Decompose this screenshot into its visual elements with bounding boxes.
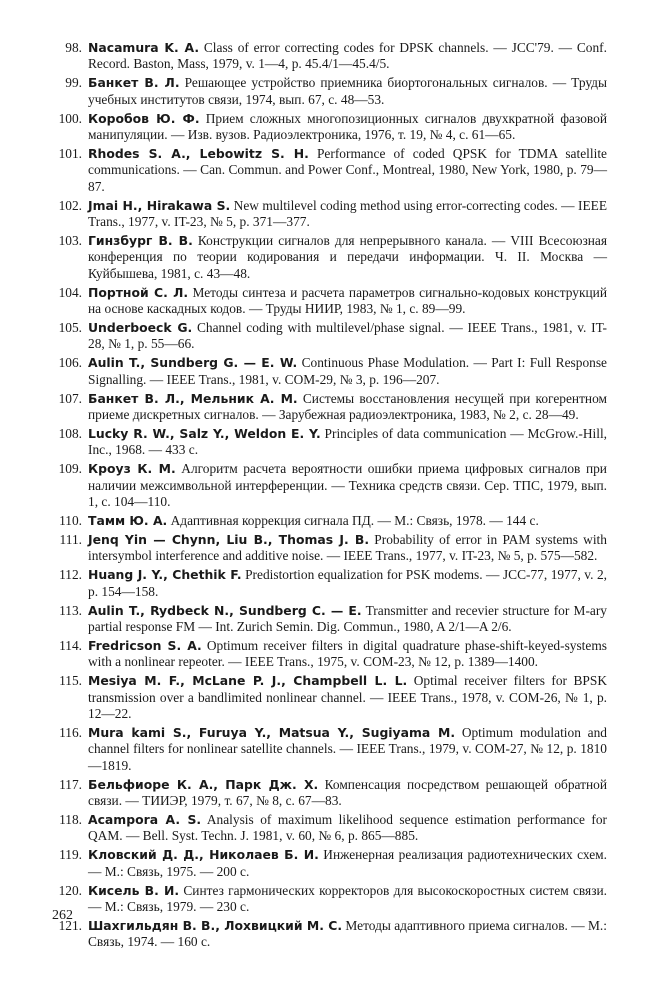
reference-entry [0,75,645,108]
reference-text: Analysis of maximum likelihood sequence estimation performance for QAM. — Bell. Syst. Techn. J. 1981, v. 60, № 6, p. 865—885. [88,811,607,844]
reference-entry [0,461,645,510]
reference-authors: Fredricson S. A. [88,637,202,653]
reference-authors: Mesiya M. F., McLane P. J., Champbell L. L. [88,673,408,689]
reference-authors: Банкет В. Л., Мельник А. М. [88,390,298,406]
reference-number: 112. [59,567,82,583]
reference-text: Optimal receiver filters for BPSK transmission over a bandlimited nonlinear channel. — IEEE Trans., 1978, v. COM-26, № 1, p. 12—22. [88,673,607,721]
reference-entry [0,567,645,600]
reference-text: Probability of error in PAM systems with intersymbol interference and additive noise. — IEEE Trans., 1977, v. IT-23, № 5, p. 575—582. [88,531,607,564]
reference-entry [0,603,645,636]
reference-entry [0,285,645,318]
reference-number: 99. [65,75,82,91]
reference-entry [0,532,645,565]
reference-text: New multilevel coding method using error-correcting codes. — IEEE Trans., 1977, v. IT-23, № 5, p. 371—377. [88,197,608,230]
reference-text: Системы восстановления несущей при когерентном приеме дискретных сигналов. — Зарубежная радиоэлектроника, 1983, № 2, с. 28—49. [88,390,608,423]
reference-entry [0,918,645,951]
reference-text: Прием сложных многопозиционных сигналов двухкратной фазовой манипуляции. — Изв. вузов. Радиоэлектроника, 1976, т. 19, № 4, с. 61—65. [88,110,607,143]
reference-text: Синтез гармонических корректоров для высокоскоростных систем связи. — М.: Связь, 1979. — 230 с. [88,882,607,914]
reference-number: 116. [59,724,82,740]
reference-text: Методы адаптивного приема сигналов. — М.: Связь, 1974. — 160 с. [88,917,607,950]
reference-entry [0,146,645,195]
reference-text: Решающее устройство приемника биортогональных сигналов. — Труды учебных институтов связи, 1974, вып. 67, с. 48—53. [88,75,607,107]
reference-number: 108. [58,425,82,441]
reference-text: Компенсация посредством решающей обратной связи. — ТИИЭР, 1979, т. 67, № 8, с. 67—83. [88,776,608,808]
reference-entry [0,391,645,424]
reference-authors: Lucky R. W., Salz Y., Weldon E. Y. [88,425,321,441]
reference-text: Principles of data communication — McGrow.-Hill, Inc., 1968. — 433 c. [88,425,608,458]
reference-text: Инженерная реализация радиотехнических схем. — М.: Связь, 1975. — 200 с. [88,847,607,879]
reference-entry [0,233,645,282]
reference-text: Predistortion equalization for PSK modems. — JCC-77, 1977, v. 2, p. 154—158. [88,567,608,599]
reference-authors: Underboeck G. [88,320,193,335]
reference-number: 104. [58,284,82,300]
reference-authors: Коробов Ю. Ф. [88,110,200,126]
reference-number: 101. [58,145,82,161]
reference-text: Continuous Phase Modulation. — Part I: Full Response Signalling. — IEEE Trans., 1981, v. COM-29, № 3, p. 196—207. [88,355,607,387]
reference-entry [0,40,645,73]
reference-entry [0,111,645,144]
reference-text: Transmitter and recevier structure for M-ary partial response FM — Int. Zurich Semin. Dig. Commun., 1980, A 2/1—A 2/6. [88,602,608,634]
reference-number: 105. [58,320,82,335]
reference-authors: Nacamura K. A. [88,40,200,55]
reference-number: 119. [59,847,82,863]
reference-authors: Тамм Ю. А. [88,512,168,528]
reference-number: 113. [59,602,82,618]
reference-number: 102. [58,197,82,213]
reference-number: 117. [59,776,82,792]
reference-number: 115. [59,673,82,689]
reference-number: 107. [58,390,82,406]
reference-authors: Шахгильдян В. В., Лохвицкий М. С. [88,917,343,933]
reference-number: 103. [58,232,82,248]
reference-entry [0,426,645,459]
reference-text: Optimum modulation and channel filters for nonlinear satellite channels. — IEEE Trans., 1979, v. COM-27, № 12, p. 1810—1819. [88,724,608,773]
reference-text: Методы синтеза и расчета параметров сигнально-кодовых конструкций на основе каскадных кодов. — Труды НИИР, 1983, № 1, с. 89—99. [88,284,607,317]
reference-list [0,40,645,953]
reference-entry [0,638,645,671]
reference-entry [0,883,645,916]
reference-authors: Huang J. Y., Chethik F. [88,567,242,583]
reference-number: 120. [58,882,82,898]
reference-entry [0,320,645,353]
reference-entry [0,198,645,231]
reference-authors: Aulin T., Rydbeck N., Sundberg C. — E. [88,602,362,618]
reference-text: Channel coding with multilevel/phase signal. — IEEE Trans., 1981, v. IT-28, № 1, p. 55—66. [88,320,607,352]
reference-authors: Jmai H., Hirakawa S. [88,197,231,213]
reference-number: 100. [58,110,82,126]
reference-number: 109. [58,461,82,477]
reference-entry [0,777,645,810]
reference-number: 118. [59,811,82,827]
reference-entry [0,673,645,722]
reference-text: Class of error correcting codes for DPSK channels. — JCC'79. — Conf. Record. Baston, Mass, 1979, v. 1—4, p. 45.4/1—45.4/5. [88,40,607,72]
reference-authors: Jenq Yin — Chynn, Liu B., Thomas J. B. [88,531,370,547]
reference-text: Адаптивная коррекция сигнала ПД. — М.: Связь, 1978. — 144 с. [170,512,539,528]
reference-entry [0,355,645,388]
reference-number: 98. [65,40,82,55]
reference-entry [0,847,645,880]
reference-authors: Портной С. Л. [88,284,189,300]
reference-entry [0,812,645,845]
reference-authors: Кисель В. И. [88,882,180,898]
page-number: 262 [52,908,73,923]
reference-number: 106. [58,355,82,371]
reference-number: 110. [59,512,82,528]
reference-text: Optimum receiver filters in digital quadrature phase-shift-keyed-systems with a nonlinear repeoter. — IEEE Trans., 1975, v. COM-23, № 12, p. 1389—1400. [88,637,607,670]
reference-entry [0,725,645,774]
reference-authors: Rhodes S. A., Lebowitz S. H. [88,145,309,161]
reference-authors: Бельфиоре К. А., Парк Дж. Х. [88,776,319,792]
reference-number: 111. [59,531,82,547]
reference-number: 121. [58,917,82,933]
reference-entry [0,513,645,529]
reference-authors: Mura kami S., Furuya Y., Matsua Y., Sugiyama M. [88,724,456,740]
reference-text: Performance of coded QPSK for TDMA satellite communications. — Can. Commun. and Power Conf., Montreal, 1980, New York, 1980, p. 79—87. [88,145,607,194]
reference-text: Алгоритм расчета вероятности ошибки приема цифровых сигналов при наличии межсимвольной интерференции. — Техника средств связи. Сер. ТПС, 1979, вып. 1, с. 104—110. [88,461,607,510]
reference-authors: Кловский Д. Д., Николаев Б. И. [88,847,319,863]
reference-text: Конструкции сигналов для непрерывного канала. — VIII Всесоюзная конференция по теории кодирования и передачи информации. Ч. II. Москва — Куйбышева, 1981, с. 43—48. [88,232,608,281]
reference-authors: Банкет В. Л. [88,75,180,91]
reference-authors: Гинзбург В. В. [88,232,193,248]
reference-authors: Acampora A. S. [88,811,202,827]
reference-authors: Кроуз К. М. [88,461,176,477]
reference-number: 114. [59,637,82,653]
reference-authors: Aulin T., Sundberg G. — E. W. [88,355,298,371]
